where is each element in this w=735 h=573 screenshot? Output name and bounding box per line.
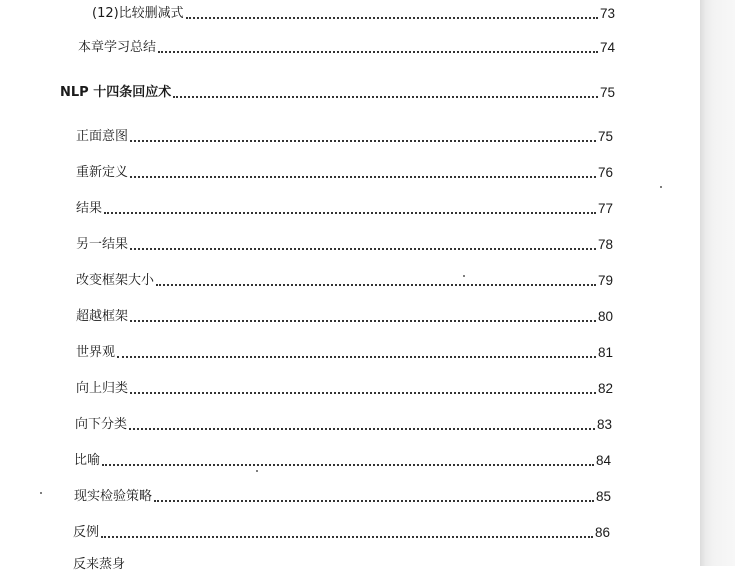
toc-entry-title: 改变框架大小	[76, 273, 155, 288]
toc-entry	[76, 345, 613, 361]
toc-entry-page: 78	[597, 237, 613, 252]
dot-leader	[129, 428, 595, 430]
dot-leader	[173, 96, 598, 98]
toc-entry-page: 79	[597, 273, 613, 288]
toc-entry-title: 重新定义	[76, 165, 129, 180]
toc-entry-page: 82	[597, 381, 613, 396]
scan-speck	[660, 186, 662, 188]
toc-entry-page: 76	[597, 165, 613, 180]
toc-entry-page: 84	[595, 453, 611, 468]
toc-entry-title: 世界观	[76, 345, 116, 360]
dot-leader	[186, 17, 598, 19]
dot-leader	[130, 140, 596, 142]
toc-entry-title: 正面意图	[76, 129, 129, 144]
dot-leader	[102, 464, 594, 466]
toc-chapter-entry	[60, 85, 615, 101]
toc-entry-page: 86	[594, 525, 610, 540]
scan-speck	[40, 492, 42, 494]
dot-leader	[130, 320, 596, 322]
dot-leader	[130, 248, 596, 250]
toc-entry	[76, 309, 613, 325]
toc-entry-page: 81	[597, 345, 613, 360]
toc-entry-page: 85	[595, 489, 611, 504]
toc-entry-page: 77	[597, 201, 613, 216]
toc-entry-page: 83	[596, 417, 612, 432]
scan-speck	[256, 470, 258, 472]
toc-entry	[76, 273, 613, 289]
toc-entry-page: 74	[599, 40, 615, 55]
toc-entry-page: 75	[597, 129, 613, 144]
dot-leader	[156, 284, 596, 286]
toc-entry-title: 现实检验策略	[74, 489, 153, 504]
toc-entry-title: 本章学习总结	[78, 40, 157, 55]
toc-entry-title: 比喻	[74, 453, 101, 468]
toc-entry-page: 73	[599, 6, 615, 21]
toc-entry-page: 75	[599, 85, 615, 100]
toc-entry-title: 结果	[76, 201, 103, 216]
toc-entry-title: 反例	[73, 525, 100, 540]
toc-entry	[74, 489, 611, 505]
dot-leader	[130, 392, 596, 394]
toc-entry-title: 另一结果	[76, 237, 129, 252]
toc-entry	[76, 165, 613, 181]
scan-speck	[463, 275, 465, 277]
toc-entry-title: (12)比较删减式	[92, 6, 184, 21]
dot-leader	[101, 536, 593, 538]
toc-entry-title: NLP 十四条回应术	[60, 85, 172, 100]
dot-leader	[158, 51, 598, 53]
toc-entry-title: 反来蒸身	[73, 557, 126, 572]
toc-entry	[75, 417, 612, 433]
toc-entry	[74, 453, 611, 469]
toc-entry-title: 超越框架	[76, 309, 129, 324]
toc-entry-page: 80	[597, 309, 613, 324]
dot-leader	[154, 500, 594, 502]
toc-entry	[76, 129, 613, 145]
toc-entry	[76, 381, 613, 397]
dot-leader	[104, 212, 596, 214]
toc-entry	[92, 6, 615, 22]
dot-leader	[117, 356, 596, 358]
page-edge-gutter	[700, 0, 735, 566]
toc-entry	[78, 40, 615, 56]
dot-leader	[130, 176, 596, 178]
toc-entry	[76, 237, 613, 253]
toc-entry	[76, 201, 613, 217]
toc-entry-partial	[73, 557, 273, 573]
toc-entry	[73, 525, 610, 541]
toc-entry-title: 向上归类	[76, 381, 129, 396]
toc-entry-title: 向下分类	[75, 417, 128, 432]
